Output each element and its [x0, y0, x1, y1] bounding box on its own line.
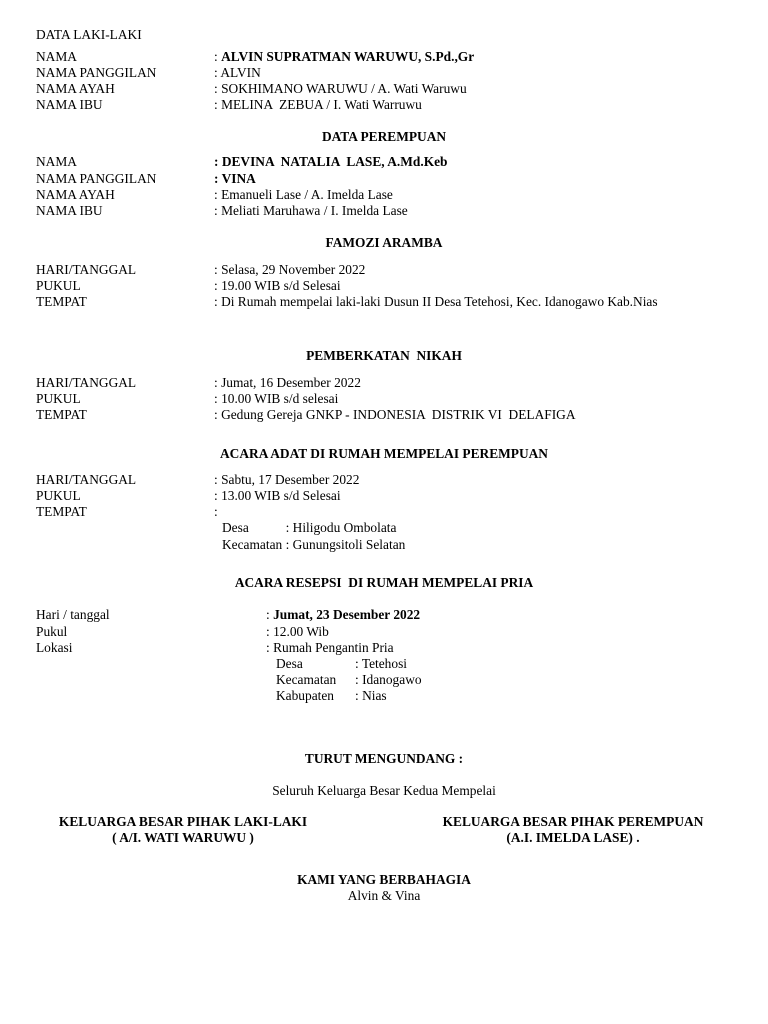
value-pemberkatan-pukul: : 10.00 WIB s/d selesai: [214, 391, 339, 406]
value-resepsi-kecamatan: : Idanogawo: [355, 672, 422, 687]
label-resepsi-pukul: Pukul: [36, 624, 68, 639]
heading-turut-mengundang: TURUT MENGUNDANG :: [304, 751, 464, 766]
adat-kecamatan: Kecamatan : Gunungsitoli Selatan: [222, 537, 406, 552]
value-nama-perempuan: : DEVINA NATALIA LASE, A.Md.Keb: [214, 154, 448, 169]
value-resepsi-desa: : Tetehosi: [355, 656, 407, 671]
value-adat-tanggal: : Sabtu, 17 Desember 2022: [214, 472, 360, 487]
closing-heading: KAMI YANG BERBAHAGIA: [297, 872, 471, 887]
label-pemberkatan-tanggal: HARI/TANGGAL: [36, 375, 137, 390]
label-adat-tanggal: HARI/TANGGAL: [36, 472, 137, 487]
value-adat-pukul: : 13.00 WIB s/d Selesai: [214, 488, 341, 503]
value-ibu-laki: : MELINA ZEBUA / I. Wati Warruwu: [214, 97, 422, 112]
label-panggilan-laki: NAMA PANGGILAN: [36, 65, 157, 80]
label-resepsi-tanggal: Hari / tanggal: [36, 607, 110, 622]
label-resepsi-kabupaten: Kabupaten: [276, 688, 335, 703]
heading-famozi-aramba: FAMOZI ARAMBA: [325, 235, 443, 250]
label-panggilan-perempuan: NAMA PANGGILAN: [36, 171, 157, 186]
label-resepsi-kecamatan: Kecamatan: [276, 672, 337, 687]
label-adat-tempat: TEMPAT: [36, 504, 87, 519]
label-ayah-perempuan: NAMA AYAH: [36, 187, 115, 202]
heading-data-laki-laki: DATA LAKI-LAKI: [36, 27, 142, 42]
value-ayah-perempuan: : Emanueli Lase / A. Imelda Lase: [214, 187, 393, 202]
value-nama-laki: : ALVIN SUPRATMAN WARUWU, S.Pd.,Gr: [214, 49, 475, 64]
family-left-sub: ( A/I. WATI WARUWU ): [112, 830, 254, 845]
label-ibu-laki: NAMA IBU: [36, 97, 103, 112]
heading-acara-resepsi: ACARA RESEPSI DI RUMAH MEMPELAI PRIA: [234, 575, 534, 590]
value-famozi-pukul: : 19.00 WIB s/d Selesai: [214, 278, 341, 293]
label-nama-perempuan: NAMA: [36, 154, 77, 169]
closing-names: Alvin & Vina: [347, 888, 421, 903]
family-right-sub: (A.I. IMELDA LASE) .: [506, 830, 640, 845]
turut-text: Seluruh Keluarga Besar Kedua Mempelai: [272, 783, 496, 798]
label-famozi-tanggal: HARI/TANGGAL: [36, 262, 137, 277]
label-pemberkatan-tempat: TEMPAT: [36, 407, 87, 422]
heading-acara-adat: ACARA ADAT DI RUMAH MEMPELAI PEREMPUAN: [220, 446, 548, 461]
label-pemberkatan-pukul: PUKUL: [36, 391, 81, 406]
label-adat-pukul: PUKUL: [36, 488, 81, 503]
value-resepsi-lokasi: : Rumah Pengantin Pria: [266, 640, 394, 655]
label-ayah-laki: NAMA AYAH: [36, 81, 115, 96]
value-adat-tempat: :: [214, 504, 218, 519]
value-resepsi-pukul: : 12.00 Wib: [266, 624, 329, 639]
value-pemberkatan-tanggal: : Jumat, 16 Desember 2022: [214, 375, 361, 390]
label-famozi-tempat: TEMPAT: [36, 294, 87, 309]
value-panggilan-perempuan: : VINA: [214, 171, 256, 186]
value-ibu-perempuan: : Meliati Maruhawa / I. Imelda Lase: [214, 203, 408, 218]
value-panggilan-laki: : ALVIN: [214, 65, 261, 80]
value-resepsi-tanggal: : Jumat, 23 Desember 2022: [266, 607, 421, 622]
value-famozi-tempat: : Di Rumah mempelai laki-laki Dusun II Desa Tetehosi, Kec. Idanogawo Kab.Nias: [214, 294, 658, 309]
label-famozi-pukul: PUKUL: [36, 278, 81, 293]
value-famozi-tanggal: : Selasa, 29 November 2022: [214, 262, 366, 277]
heading-data-perempuan: DATA PEREMPUAN: [321, 129, 447, 144]
label-resepsi-desa: Desa: [276, 656, 303, 671]
value-pemberkatan-tempat: : Gedung Gereja GNKP - INDONESIA DISTRIK VI DELAFIGA: [214, 407, 576, 422]
heading-pemberkatan-nikah: PEMBERKATAN NIKAH: [306, 348, 462, 363]
family-left-title: KELUARGA BESAR PIHAK LAKI-LAKI: [58, 814, 308, 829]
adat-desa: Desa : Hiligodu Ombolata: [222, 520, 397, 535]
family-right-title: KELUARGA BESAR PIHAK PEREMPUAN: [442, 814, 704, 829]
label-resepsi-lokasi: Lokasi: [36, 640, 73, 655]
value-resepsi-kabupaten: : Nias: [355, 688, 387, 703]
label-ibu-perempuan: NAMA IBU: [36, 203, 103, 218]
value-ayah-laki: : SOKHIMANO WARUWU / A. Wati Waruwu: [214, 81, 467, 96]
label-nama-laki: NAMA: [36, 49, 77, 64]
